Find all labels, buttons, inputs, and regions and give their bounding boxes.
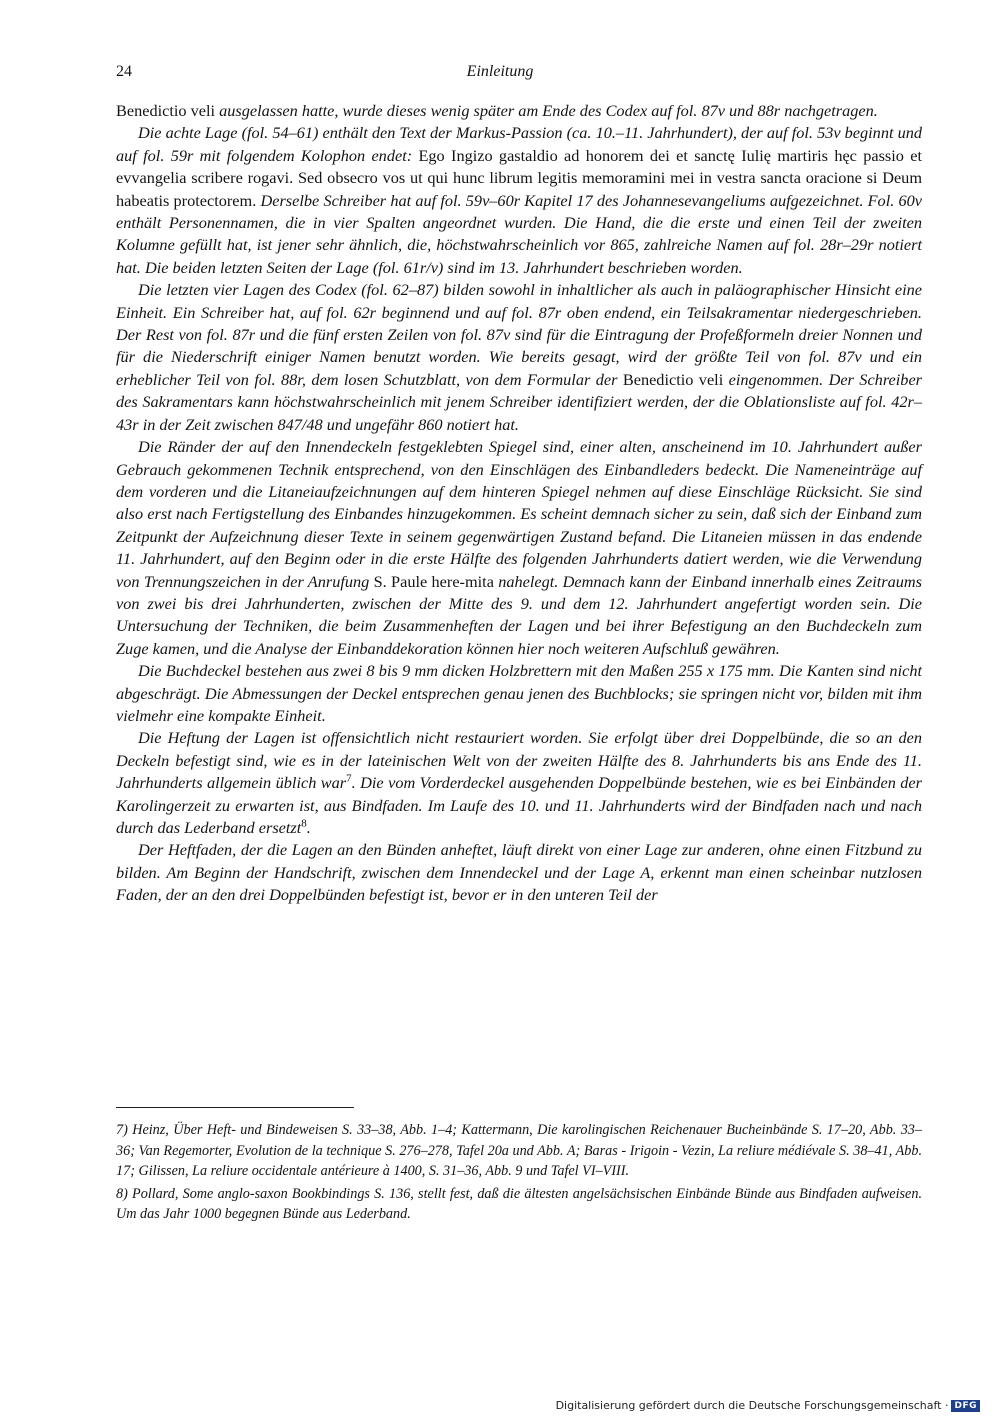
dfg-logo-icon: DFG [951, 1400, 980, 1412]
footnote-ref: 8 [301, 817, 307, 830]
paragraph [116, 839, 922, 906]
text-run: . Die vom Vorderdeckel ausgehenden Doppelbünde bestehen, wie es bei Einbänden der Karolingerzeit zu erwarten ist, aus Bindfaden. Im Laufe des 10. und 11. Jahrhunderts wird der Bindfaden nach und nach durch das Lederband ersetzt [116, 773, 922, 837]
paragraph [116, 279, 922, 436]
text-run: Die Ränder der auf den Innendeckeln festgeklebten Spiegel sind, einer alten, anscheinend im 10. Jahrhundert außer Gebrauch gekommenen Technik entsprechend, von den Einschlägen des Einbandleders bedeckt. Die Nameneinträge auf dem vorderen und die Litaneiaufzeichnungen auf dem hinteren Spiegel nehmen auf diese Einschläge Rücksicht. Sie sind also erst nach Fertigstellung des Einbandes hinzugekommen. Es scheint demnach sicher zu sein, daß sich der Einband zum Zeitpunkt der Aufzeichnung dieser Texte in seinem gegenwärtigen Zustand befand. Die Litaneien müssen in das endende 11. Jahrhundert, auf den Beginn oder in die erste Hälfte des folgenden Jahrhunderts datiert werden, wie die Verwendung von Trennungszeichen in der Anrufung [116, 437, 922, 591]
running-head: Einleitung [466, 63, 534, 80]
footnote-ref: 7 [346, 772, 352, 785]
footnote-7: 7) Heinz, Über Heft- und Bindeweisen S. 33–38, Abb. 1–4; Kattermann, Die karolingischen Reichenauer Bucheinbände S. 17–20, Abb. 33–36; Van Regemorter, Evolution de la technique S. 276–278, Tafel 20a und Abb. A; Baras - Irigoin - Vezin, La reliure médiévale S. 38–41, Abb. 17; Gilissen, La reliure occidentale antérieure à 1400, S. 31–36, Abb. 9 und Tafel VI–VIII. [116, 1122, 922, 1179]
paragraph [116, 100, 922, 122]
footnote-rule [116, 1107, 354, 1108]
text-run: . [306, 818, 311, 837]
paragraph [116, 122, 922, 279]
text-run: Der Heftfaden, der die Lagen an den Bünden anheftet, läuft direkt von einer Lage zur anderen, ohne einen Fitzbund zu bilden. Am Beginn der Handschrift, zwischen dem Innendeckel und der Lage A, erkennt man einen scheinbar nutzlosen Faden, der an den drei Doppelbünden befestigt ist, bevor er in den unteren Teil der [116, 840, 922, 905]
text-run: Die Heftung der Lagen ist offensichtlich nicht restauriert worden. Sie erfolgt über drei Doppelbünde, die so an den Deckeln befestigt sind, wie es in der lateinischen Welt von der zweiten Hälfte des 8. Jahrhunderts bis ans Ende des 11. Jahrhunderts allgemein üblich war [116, 728, 922, 793]
text-run: Die Buchdeckel bestehen aus zwei 8 bis 9 mm dicken Holzbrettern mit den Maßen 255 x 175 mm. Die Kanten sind nicht abgeschrägt. Die Abmessungen der Deckel entsprechen genau jenen des Buchblocks; sie springen nicht vor, bilden mit ihm vielmehr eine kompakte Einheit. [116, 661, 922, 725]
credit-text: Digitalisierung gefördert durch die Deutsche Forschungsgemeinschaft · [555, 1399, 949, 1412]
text-run: eingenommen. Der Schreiber des Sakramentars kann höchstwahrscheinlich mit jenem Schreiber identifiziert werden, der die Oblationsliste auf fol. 42r–43r in der Zeit zwischen 847/48 und ungefähr 860 notiert hat. [116, 369, 922, 434]
text-run: Benedictio veli [622, 369, 729, 389]
text-run: Benedictio veli [116, 101, 220, 120]
paragraph [116, 727, 922, 839]
footnotes [116, 1120, 922, 1225]
text-run: nahelegt. Demnach kann der Einband innerhalb eines Zeitraums von zwei bis drei Jahrhunderten, zwischen der Mitte des 9. und dem 12. Jahrhundert angefertigt worden sein. Die Untersuchung der Techniken, die beim Zusammenheften der Lagen und bei ihrer Befestigung an den Buchdeckeln zum Zuge kamen, und die Analyse der Einbanddekoration können hier noch weiteren Aufschluß gewähren. [116, 571, 922, 658]
text-run: Ego Ingizo gastaldio ad honorem dei et sanctę Iulię martiris hęc passio et evvangelia scribere rogavi. Sed obsecro vos ut qui hunc librum legitis memoramini mei in vestra sancta oracione si Deum habeatis protectorem. [116, 145, 923, 210]
body-text [116, 100, 922, 907]
page-number: 24 [116, 63, 132, 80]
text-run: Derselbe Schreiber hat auf fol. 59v–60r Kapitel 17 des Johannesevangeliums aufgezeichnet. Fol. 60v enthält Personennamen, die in vier Spalten angeordnet wurden. Die Hand, die die erste und einen Teil der zweiten Kolumne gefüllt hat, ist jener sehr ähnlich, die, höchstwahrscheinlich vor 865, zahlreiche Namen auf fol. 28r–29r notiert hat. Die beiden letzten Seiten der Lage (fol. 61r/v) sind im 13. Jahrhundert beschrieben worden. [116, 190, 922, 277]
text-run: Die letzten vier Lagen des Codex (fol. 62–87) bilden sowohl in inhaltlicher als auch in paläographischer Hinsicht eine Einheit. Ein Schreiber hat, auf fol. 62r beginnend und auf fol. 87r oben endend, ein Teilsakramentar niedergeschrieben. Der Rest von fol. 87r und die fünf ersten Zeilen von fol. 87v sind für die Eintragung der Profeßformeln dreier Nonnen und für die Niederschrift einiger Namen benutzt worden. Wie bereits gesagt, wird der größte Teil von fol. 87v und ein erheblicher Teil von fol. 88r, dem losen Schutzblatt, von dem Formular der [116, 280, 922, 389]
paragraph [116, 660, 922, 727]
text-run: ausgelassen hatte, wurde dieses wenig später am Ende des Codex auf fol. 87v und 88r nachgetragen. [219, 101, 878, 120]
digitization-credit [556, 1399, 980, 1412]
paragraph [116, 436, 922, 660]
footnote-8: 8) Pollard, Some anglo-saxon Bookbindings S. 136, stellt fest, daß die ältesten angelsächsischen Einbände Bünde aus Bindfaden aufweisen. Um das Jahr 1000 begegnen Bünde aus Lederband. [116, 1185, 922, 1222]
text-run: S. Paule here-mita [373, 571, 499, 591]
text-run: Die achte Lage (fol. 54–61) enthält den Text der Markus-Passion (ca. 10.–11. Jahrhundert), der auf fol. 53v beginnt und auf fol. 59r mit folgendem Kolophon endet: [116, 123, 922, 165]
